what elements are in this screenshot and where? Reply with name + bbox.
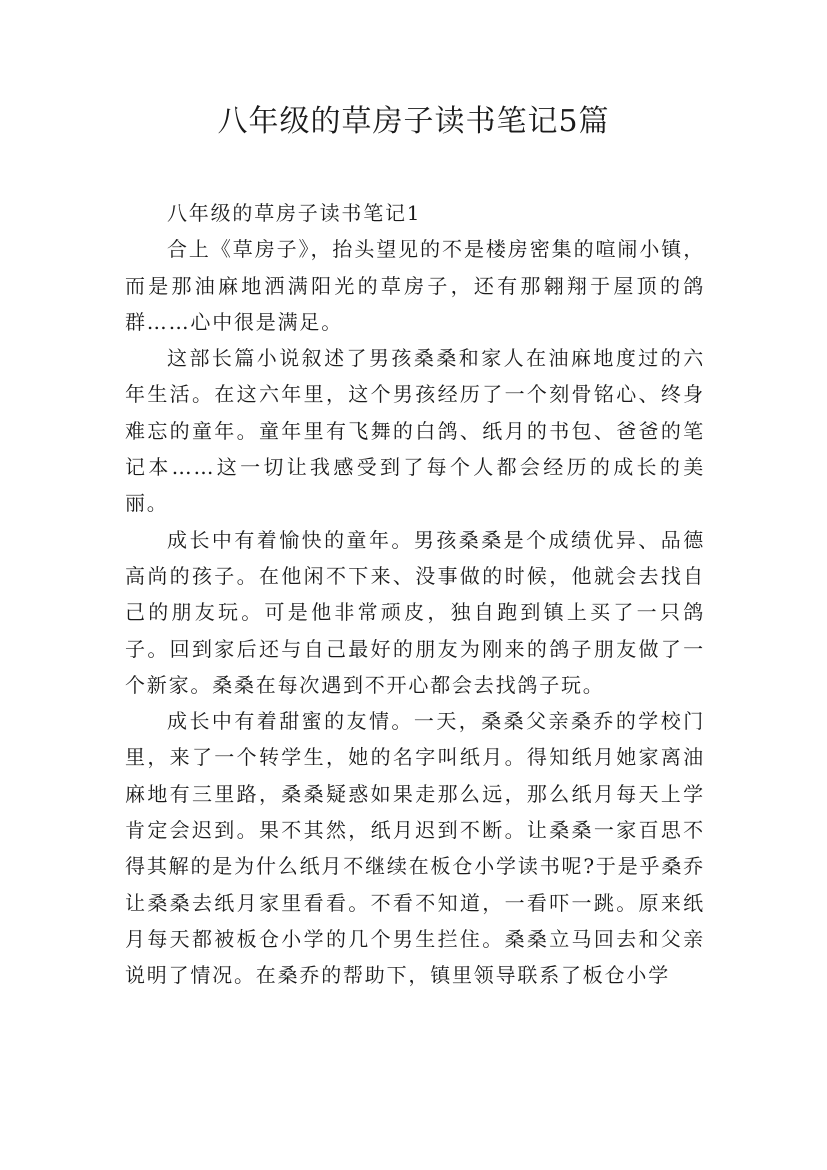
- paragraph-4: 成长中有着甜蜜的友情。一天，桑桑父亲桑乔的学校门里，来了一个转学生，她的名字叫纸月。得知纸月她家离油麻地有三里路，桑桑疑惑如果走那么远，那么纸月每天上学肯定会迟到。果不其然，纸月迟到不断。让桑桑一家百思不得其解的是为什么纸月不继续在板仓小学读书呢?于是乎桑乔让桑桑去纸月家里看看。不看不知道，一看吓一跳。原来纸月每天都被板仓小学的几个男生拦住。桑桑立马回去和父亲说明了情况。在桑乔的帮助下，镇里领导联系了板仓小学: [125, 709, 705, 988]
- paragraph-2: 这部长篇小说叙述了男孩桑桑和家人在油麻地度过的六年生活。在这六年里，这个男孩经历了一个刻骨铭心、终身难忘的童年。童年里有飞舞的白鸽、纸月的书包、爸爸的笔记本……这一切让我感受到了每个人都会经历的成长的美丽。: [125, 346, 705, 516]
- document-title: 八年级的草房子读书笔记5篇: [217, 104, 610, 139]
- paragraph-3: 成长中有着愉快的童年。男孩桑桑是个成绩优异、品德高尚的孩子。在他闲不下来、没事做的时候，他就会去找自己的朋友玩。可是他非常顽皮，独自跑到镇上买了一只鸽子。回到家后还与自己最好的朋友为刚来的鸽子朋友做了一个新家。桑桑在每次遇到不开心都会去找鸽子玩。: [125, 527, 705, 697]
- document-body: [125, 195, 705, 994]
- paragraph-1: 合上《草房子》，抬头望见的不是楼房密集的喧闹小镇，而是那油麻地洒满阳光的草房子，还有那翱翔于屋顶的鸽群……心中很是满足。: [125, 237, 705, 334]
- section-heading: 八年级的草房子读书笔记1: [167, 201, 422, 225]
